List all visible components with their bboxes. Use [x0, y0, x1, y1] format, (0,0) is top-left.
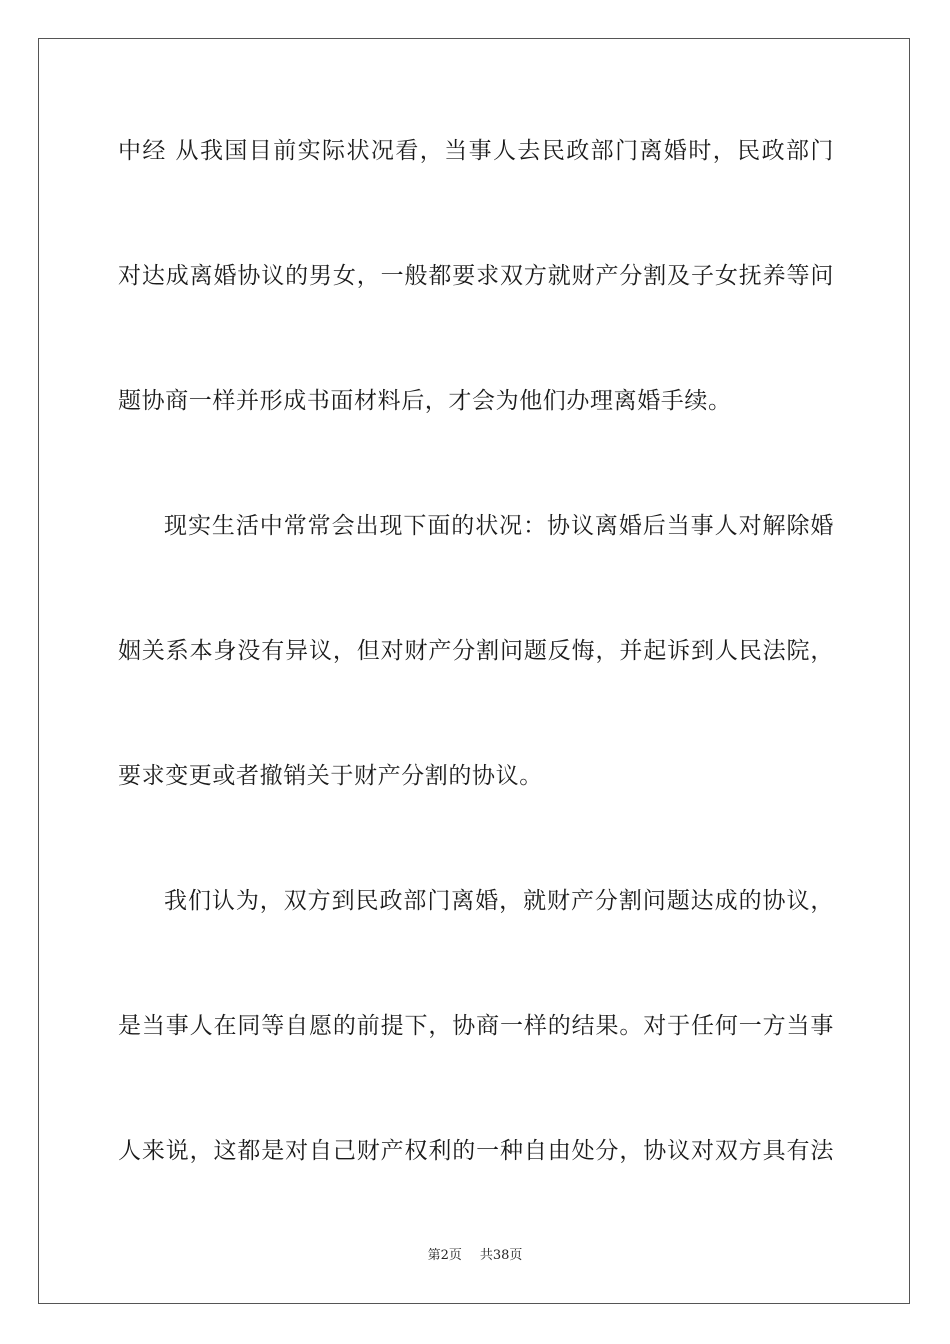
paragraph-first-line: 现实生活中常常会出现下面的状况：协议离婚后当事人对解除婚 [164, 513, 834, 539]
body-text-line: 是当事人在同等自愿的前提下，协商一样的结果。对于任何一方当事 [118, 1013, 834, 1039]
body-text-line: 要求变更或者撤销关于财产分割的协议。 [118, 763, 543, 789]
body-text-line: 姻关系本身没有异议，但对财产分割问题反悔，并起诉到人民法院， [118, 638, 834, 664]
body-text-line: 人来说，这都是对自己财产权利的一种自由处分，协议对双方具有法 [118, 1138, 834, 1164]
body-text-line: 对达成离婚协议的男女，一般都要求双方就财产分割及子女抚养等问 [118, 263, 834, 289]
page-number: 第2页 [427, 1248, 462, 1263]
body-text-line: 题协商一样并形成书面材料后，才会为他们办理离婚手续。 [118, 388, 732, 414]
page-border [38, 38, 910, 1304]
paragraph-first-line: 我们认为，双方到民政部门离婚，就财产分割问题达成的协议， [164, 888, 834, 914]
page-footer [0, 1246, 950, 1266]
body-text-line: 中经 从我国目前实际状况看，当事人去民政部门离婚时，民政部门 [118, 138, 834, 164]
page-total: 共38页 [479, 1248, 523, 1263]
